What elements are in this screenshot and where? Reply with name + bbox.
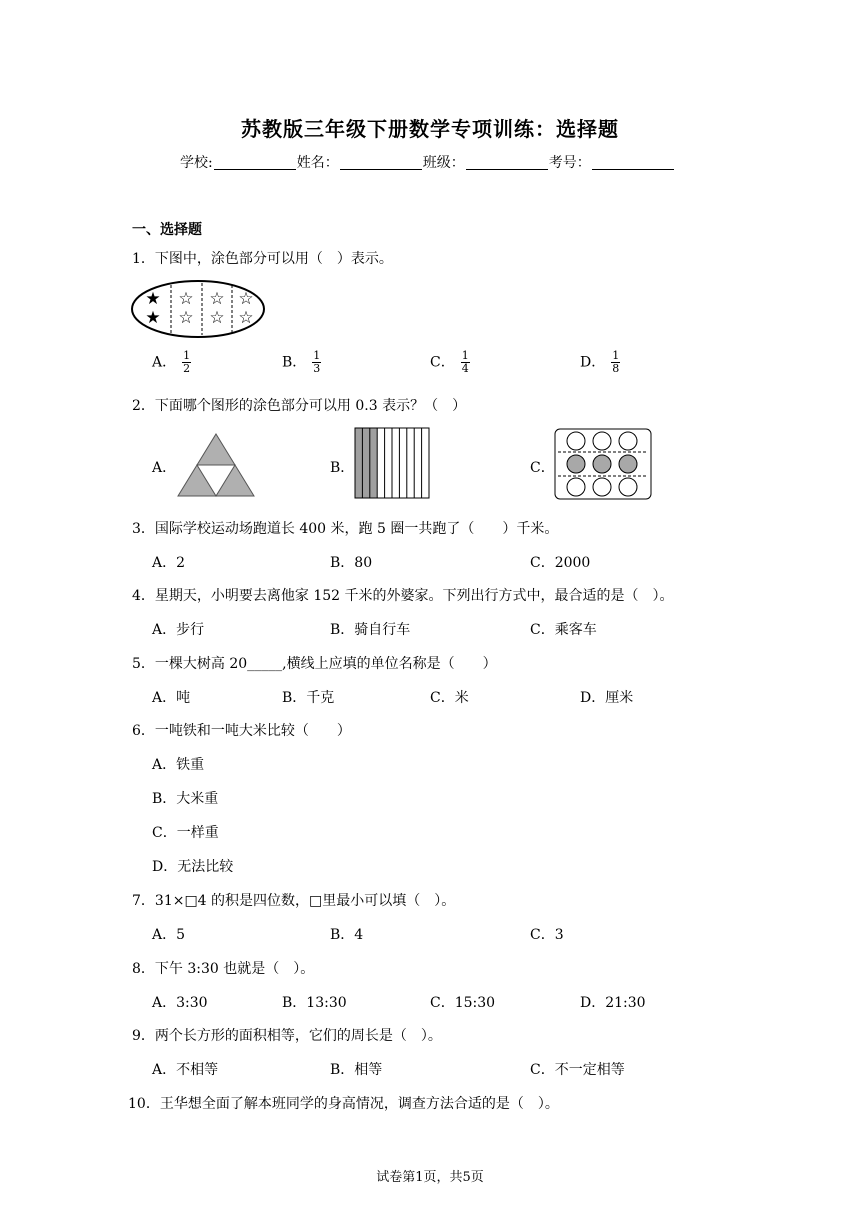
question-7-stem: 7．31×□4 的积是四位数，□里最小可以填（ ）。	[132, 893, 456, 909]
circles-grid-figure	[554, 428, 652, 500]
q5-option-c[interactable]: C．米	[430, 690, 469, 706]
question-9-stem: 9．两个长方形的面积相等，它们的周长是（ ）。	[132, 1028, 442, 1044]
q6-option-c[interactable]: C．一样重	[152, 825, 219, 841]
question-10-stem: 10．王华想全面了解本班同学的身高情况，调查方法合适的是（ ）。	[128, 1096, 559, 1112]
exam-no-label: 考号：	[548, 155, 591, 171]
q9-option-a[interactable]: A．不相等	[152, 1062, 219, 1078]
q3-option-a[interactable]: A．2	[152, 555, 186, 571]
name-blank[interactable]	[340, 155, 422, 170]
q2-option-b-label[interactable]: B．	[330, 460, 355, 476]
student-info-line	[180, 152, 675, 172]
q8-option-a[interactable]: A．3:30	[152, 995, 208, 1011]
outline-star-icon: ☆	[238, 308, 254, 328]
school-label: 学校:	[180, 155, 213, 171]
q5-option-a[interactable]: A．吨	[152, 690, 191, 706]
outline-star-icon: ☆	[209, 308, 225, 328]
class-label: 班级：	[422, 155, 465, 171]
q9-option-c[interactable]: C．不一定相等	[530, 1062, 625, 1078]
q6-option-d[interactable]: D．无法比较	[152, 859, 234, 875]
q7-option-b[interactable]: B．4	[330, 927, 364, 943]
question-8-stem: 8．下午 3:30 也就是（ ）。	[132, 961, 315, 977]
q4-option-b[interactable]: B．骑自行车	[330, 622, 411, 638]
q8-option-c[interactable]: C．15:30	[430, 995, 496, 1011]
q7-option-c[interactable]: C．3	[530, 927, 564, 943]
question-5-stem: 5．一棵大树高 20_____,横线上应填的单位名称是（ ）	[132, 656, 497, 672]
q1-option-b[interactable]: B． $\frac{1}{3}$	[282, 349, 321, 375]
q7-option-a[interactable]: A．5	[152, 927, 186, 943]
triangle-figure	[176, 432, 256, 498]
q8-option-d[interactable]: D．21:30	[580, 995, 646, 1011]
fraction: $\frac{1}{8}$	[612, 349, 620, 375]
outline-star-icon: ☆	[238, 289, 254, 309]
outline-star-icon: ☆	[178, 308, 194, 328]
filled-star-icon: ★	[145, 289, 161, 309]
question-4-stem: 4．星期天，小明要去离他家 152 千米的外婆家。下列出行方式中，最合适的是（ ）。	[132, 588, 674, 604]
q5-option-b[interactable]: B．千克	[282, 690, 335, 706]
q3-option-b[interactable]: B．80	[330, 555, 373, 571]
page-title: 苏教版三年级下册数学专项训练：选择题	[241, 117, 619, 141]
striped-rectangle-figure	[354, 427, 430, 499]
q1-option-c[interactable]: C． $\frac{1}{4}$	[430, 349, 469, 375]
question-2-stem: 2．下面哪个图形的涂色部分可以用 0.3 表示？（ ）	[132, 398, 467, 414]
school-blank[interactable]	[214, 155, 296, 170]
filled-star-icon: ★	[145, 308, 161, 328]
page-footer: 试卷第1页，共5页	[376, 1170, 484, 1185]
fraction: $\frac{1}{3}$	[313, 349, 321, 375]
question-3-stem: 3．国际学校运动场跑道长 400 米，跑 5 圈一共跑了（ ）千米。	[132, 521, 559, 537]
exam-no-blank[interactable]	[592, 155, 674, 170]
q1-option-a[interactable]: A． $\frac{1}{2}$	[152, 349, 191, 375]
q9-option-b[interactable]: B．相等	[330, 1062, 383, 1078]
q4-option-a[interactable]: A．步行	[152, 622, 205, 638]
fraction: $\frac{1}{4}$	[461, 349, 469, 375]
q2-option-c-label[interactable]: C．	[530, 460, 555, 476]
q6-option-b[interactable]: B．大米重	[152, 791, 219, 807]
name-label: 姓名：	[296, 155, 339, 171]
star-ellipse-figure	[130, 279, 266, 339]
q5-option-d[interactable]: D．厘米	[580, 690, 634, 706]
class-blank[interactable]	[466, 155, 548, 170]
q3-option-c[interactable]: C．2000	[530, 555, 591, 571]
section-heading: 一、选择题	[132, 222, 202, 238]
question-6-stem: 6．一吨铁和一吨大米比较（ ）	[132, 723, 351, 739]
q4-option-c[interactable]: C．乘客车	[530, 622, 597, 638]
q8-option-b[interactable]: B．13:30	[282, 995, 347, 1011]
outline-star-icon: ☆	[178, 289, 194, 309]
fraction: $\frac{1}{2}$	[183, 349, 191, 375]
q1-option-d[interactable]: D． $\frac{1}{8}$	[580, 349, 620, 375]
q2-option-a-label[interactable]: A．	[152, 460, 177, 476]
question-1-stem: 1．下图中，涂色部分可以用（ ）表示。	[132, 251, 393, 267]
outline-star-icon: ☆	[209, 289, 225, 309]
q6-option-a[interactable]: A．铁重	[152, 757, 205, 773]
